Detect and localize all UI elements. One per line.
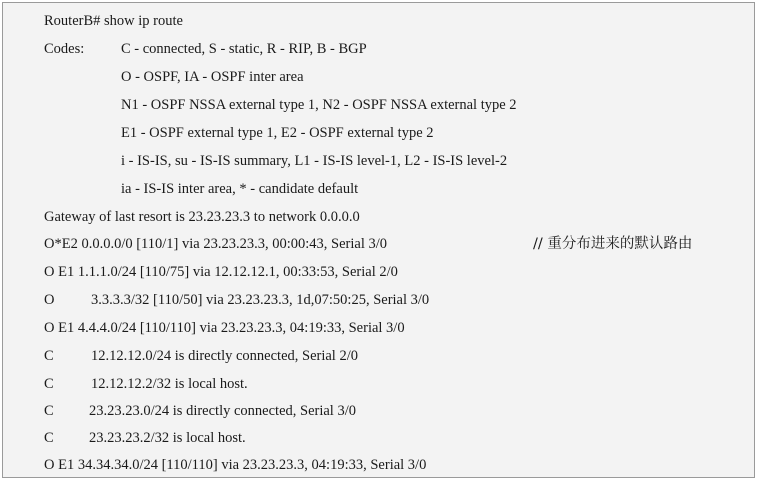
- codes-line: [44, 66, 304, 88]
- route-text: 12.12.12.0/24 is directly connected, Serial 2/0: [91, 348, 358, 364]
- command-line: [44, 10, 183, 32]
- route-entry: [44, 317, 405, 339]
- code-legend-line: i - IS-IS, su - IS-IS summary, L1 - IS-IS level-1, L2 - IS-IS level-2: [121, 153, 508, 169]
- route-text: O E1 1.1.1.0/24 [110/75] via 12.12.12.1, 00:33:53, Serial 2/0: [44, 264, 398, 280]
- route-entry: [44, 289, 429, 311]
- route-code: C: [44, 376, 54, 392]
- code-legend-line: N1 - OSPF NSSA external type 1, N2 - OSPF NSSA external type 2: [121, 97, 517, 113]
- route-entry: [44, 454, 426, 476]
- route-text: 3.3.3.3/32 [110/50] via 23.23.23.3, 1d,07:50:25, Serial 3/0: [91, 292, 430, 308]
- code-legend-line: E1 - OSPF external type 1, E2 - OSPF external type 2: [121, 125, 434, 141]
- codes-line: [44, 150, 507, 172]
- gateway-text: Gateway of last resort is 23.23.23.3 to network 0.0.0.0: [44, 209, 360, 225]
- route-code: O: [44, 292, 55, 308]
- route-comment: // 重分布进来的默认路由: [533, 236, 693, 252]
- route-code: C: [44, 403, 54, 419]
- code-legend-line: C - connected, S - static, R - RIP, B - BGP: [121, 41, 367, 57]
- route-entry: [44, 233, 387, 255]
- command-text: RouterB# show ip route: [44, 13, 183, 29]
- codes-line: [44, 38, 367, 60]
- route-text: 23.23.23.2/32 is local host.: [89, 430, 246, 446]
- codes-line: [44, 94, 517, 116]
- route-text: O E1 4.4.4.0/24 [110/110] via 23.23.23.3, 04:19:33, Serial 3/0: [44, 320, 405, 336]
- codes-line: [44, 178, 358, 200]
- codes-line: [44, 122, 434, 144]
- route-entry: [44, 345, 358, 367]
- route-entry: [44, 261, 398, 283]
- route-text: 12.12.12.2/32 is local host.: [91, 376, 248, 392]
- route-entry: [44, 373, 248, 395]
- code-legend-line: ia - IS-IS inter area, * - candidate default: [121, 181, 359, 197]
- route-code: C: [44, 430, 54, 446]
- route-text: 23.23.23.0/24 is directly connected, Serial 3/0: [89, 403, 356, 419]
- route-code: C: [44, 348, 54, 364]
- code-legend-line: O - OSPF, IA - OSPF inter area: [121, 69, 304, 85]
- route-text: O*E2 0.0.0.0/0 [110/1] via 23.23.23.3, 00:00:43, Serial 3/0: [44, 236, 388, 252]
- codes-label: Codes:: [44, 41, 85, 57]
- route-entry: [44, 400, 356, 422]
- terminal-output-box: [2, 2, 755, 478]
- route-text: O E1 34.34.34.0/24 [110/110] via 23.23.23.3, 04:19:33, Serial 3/0: [44, 457, 427, 473]
- route-entry: [44, 427, 246, 449]
- gateway-line: [44, 206, 360, 228]
